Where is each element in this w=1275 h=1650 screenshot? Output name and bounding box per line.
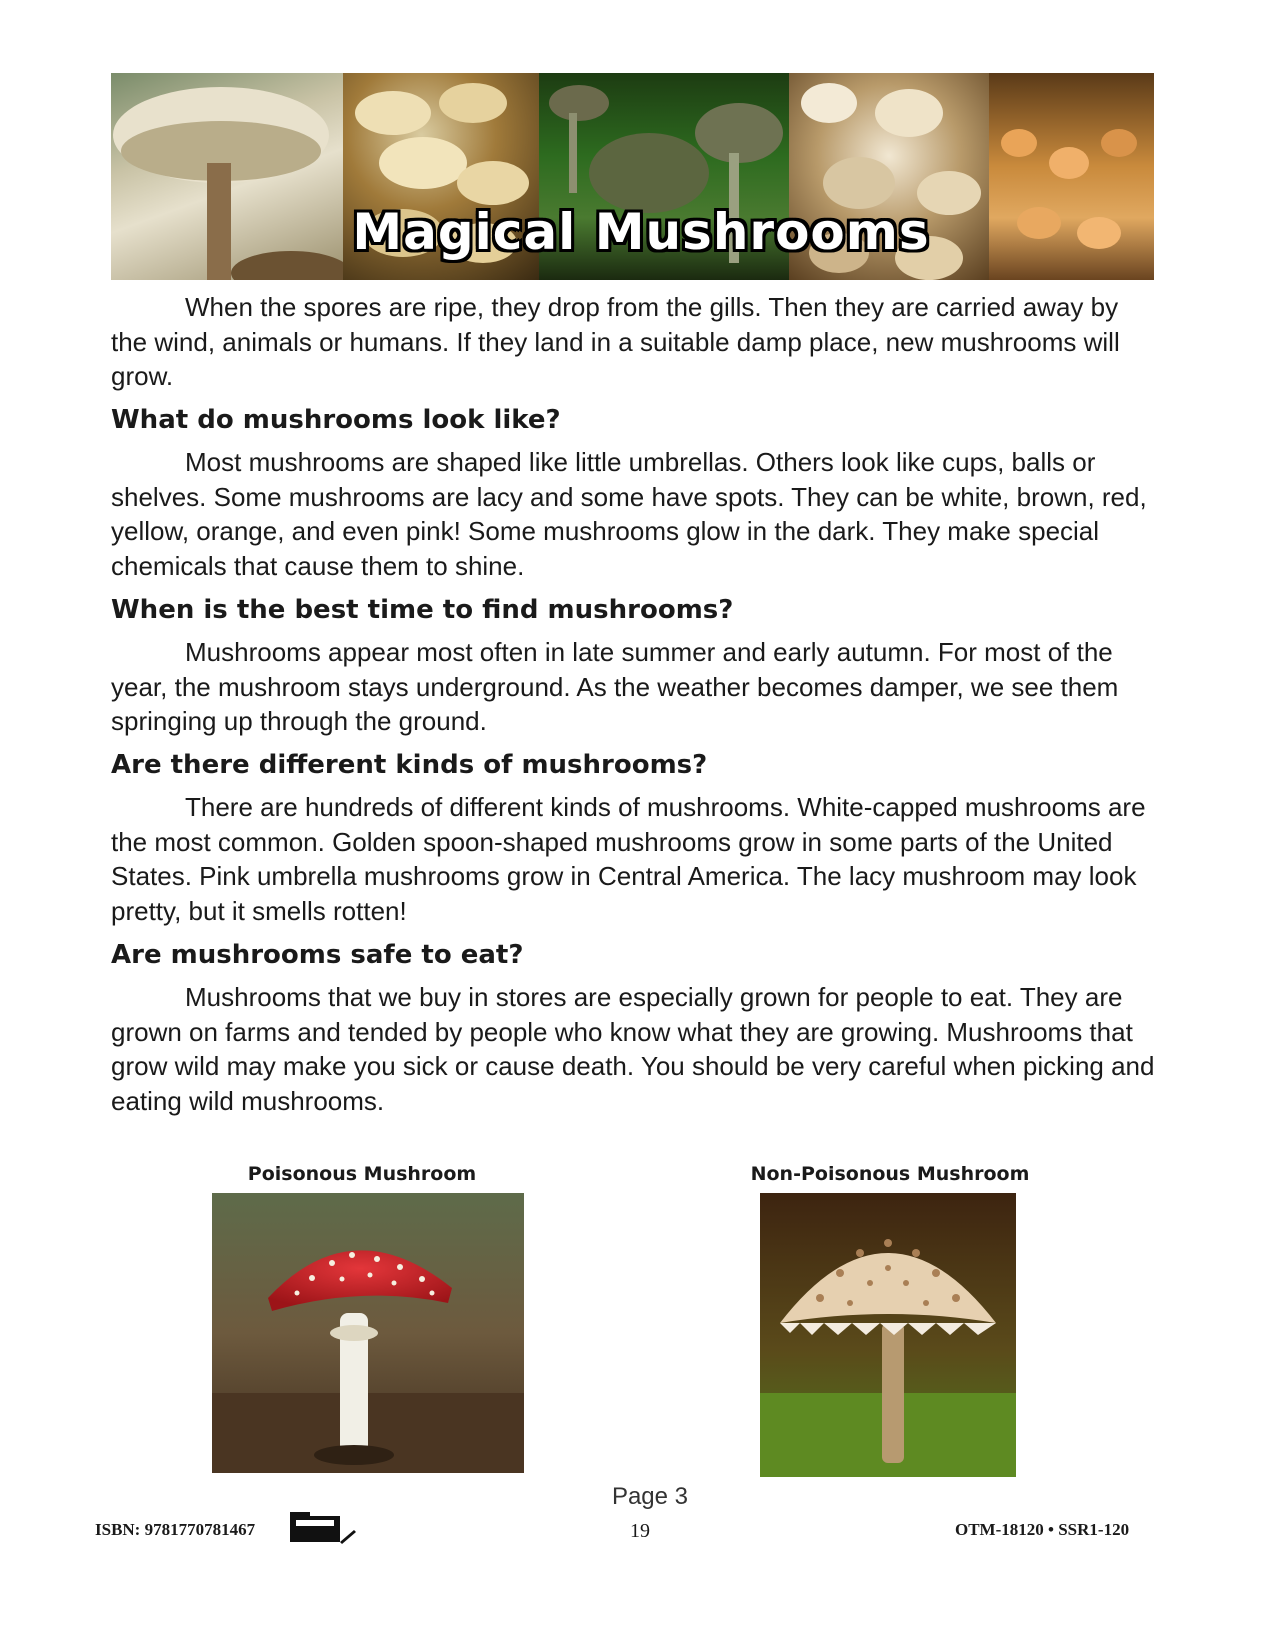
book-icon xyxy=(288,1510,358,1546)
section-paragraph-kinds xyxy=(111,790,1161,928)
paragraph-text: Mushrooms that we buy in stores are especially grown for people to eat. They are grown on farms and tended by people who know what they are growing. Mushrooms that grow wild may make you sick or cause death. You should be very careful when picking and eating wild mushrooms. xyxy=(111,982,1155,1116)
section-heading-appearance: What do mushrooms look like? xyxy=(111,405,561,435)
non-poisonous-mushroom-photo xyxy=(760,1193,1016,1477)
poisonous-caption: Poisonous Mushroom xyxy=(247,1163,477,1185)
section-heading-best-time: When is the best time to find mushrooms? xyxy=(111,595,734,625)
paragraph-text: Most mushrooms are shaped like little umbrellas. Others look like cups, balls or shelves. Some mushrooms are lacy and some have spots. They can be white, brown, red, yellow, orange, and even pink! Some mushrooms glow in the dark. They make special chemicals that cause them to shine. xyxy=(111,447,1147,581)
banner-photo-parasol xyxy=(111,73,343,280)
poisonous-mushroom-photo xyxy=(212,1193,524,1473)
intro-text: When the spores are ripe, they drop from the gills. Then they are carried away by the wind, animals or humans. If they land in a suitable damp place, new mushrooms will grow. xyxy=(111,292,1120,391)
non-poisonous-caption: Non-Poisonous Mushroom xyxy=(750,1163,1030,1185)
section-paragraph-appearance xyxy=(111,445,1161,583)
paragraph-text: Mushrooms appear most often in late summer and early autumn. For most of the year, the mushroom stays underground. As the weather becomes damper, we see them springing up through the ground. xyxy=(111,637,1119,736)
section-paragraph-safety xyxy=(111,980,1161,1118)
section-heading-kinds: Are there different kinds of mushrooms? xyxy=(111,750,708,780)
page-label: Page 3 xyxy=(611,1483,689,1510)
footer-isbn: ISBN: 9781770781467 xyxy=(95,1520,256,1539)
banner-title: Magical Mushrooms xyxy=(352,203,930,261)
banner-photo-golden xyxy=(989,73,1154,280)
title-banner xyxy=(111,73,1154,280)
footer-page-number: 19 xyxy=(630,1520,650,1542)
section-heading-safety: Are mushrooms safe to eat? xyxy=(111,940,524,970)
intro-paragraph xyxy=(111,290,1161,394)
footer-code: OTM-18120 • SSR1-120 xyxy=(955,1520,1130,1539)
section-paragraph-best-time xyxy=(111,635,1161,739)
paragraph-text: There are hundreds of different kinds of mushrooms. White-capped mushrooms are the most common. Golden spoon-shaped mushrooms grow in some parts of the United States. Pink umbrella mushrooms grow in Central America. The lacy mushroom may look pretty, but it smells rotten! xyxy=(111,792,1146,926)
